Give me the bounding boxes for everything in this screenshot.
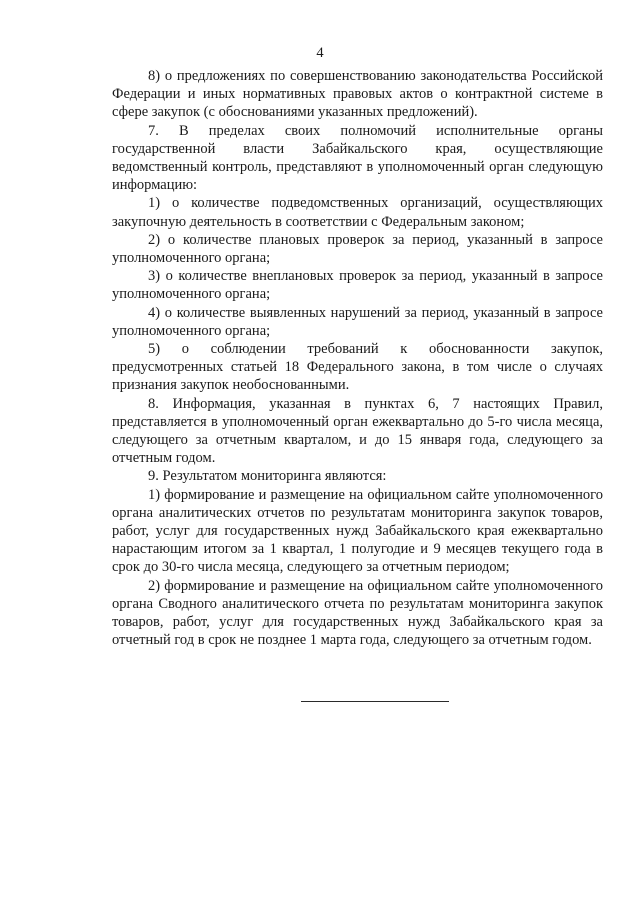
- paragraph-item-8-proposals: 8) о предложениях по совершенствованию законодательства Российской Федерации и иных нормативных правовых актов о контрактной системе в сфере закупок (с обоснованиями указанных предложений).: [112, 68, 603, 121]
- paragraph-section-9: 9. Результатом мониторинга являются:: [148, 468, 387, 485]
- paragraph-result-item-2: 2) формирование и размещение на официальном сайте уполномоченного органа Сводного аналитического отчета по результатам мониторинга закупок товаров, работ, услуг для государственных нужд Забайкальского края за отчетный год в срок не позднее 1 марта года, следующего за отчетным годом.: [112, 577, 603, 649]
- paragraph-section-8: 8. Информация, указанная в пунктах 6, 7 настоящих Правил, представляется в уполномоченный орган ежеквартально до 5-го числа месяца, следующего за отчетным кварталом, и до 15 января года, следующего за отчетным годом.: [112, 395, 603, 467]
- paragraph-item-1-organizations: 1) о количестве подведомственных организаций, осуществляющих закупочную деятельность в соответствии с Федеральным законом;: [112, 195, 603, 230]
- document-body: [112, 67, 603, 650]
- paragraph-item-2-planned-inspections: 2) о количестве плановых проверок за период, указанный в запросе уполномоченного органа;: [112, 231, 603, 267]
- page-number: 4: [316, 45, 324, 61]
- paragraph-section-7: 7. В пределах своих полномочий исполнительные органы государственной власти Забайкальского края, осуществляющие ведомственный контроль, представляют в уполномоченный орган следующую информацию:: [112, 122, 603, 194]
- paragraph-item-3-unplanned-inspections: 3) о количестве внеплановых проверок за период, указанный в запросе уполномоченного органа;: [112, 268, 603, 303]
- paragraph-item-4-violations: 4) о количестве выявленных нарушений за период, указанный в запросе уполномоченного органа;: [112, 304, 603, 339]
- paragraph-result-item-1: 1) формирование и размещение на официальном сайте уполномоченного органа аналитических отчетов по результатам мониторинга закупок товаров, работ, услуг для государственных нужд Забайкальского края ежеквартально нарастающим итогом за 1 квартал, 1 полугодие и 9 месяцев текущего года в срок до 30-го числа месяца, следующего за отчетным периодом;: [112, 486, 603, 576]
- paragraph-item-5-justification: 5) о соблюдении требований к обоснованности закупок, предусмотренных статьей 18 Федерального закона, в том числе о случаях признания закупок необоснованными.: [112, 341, 603, 394]
- end-separator-line: [301, 701, 449, 702]
